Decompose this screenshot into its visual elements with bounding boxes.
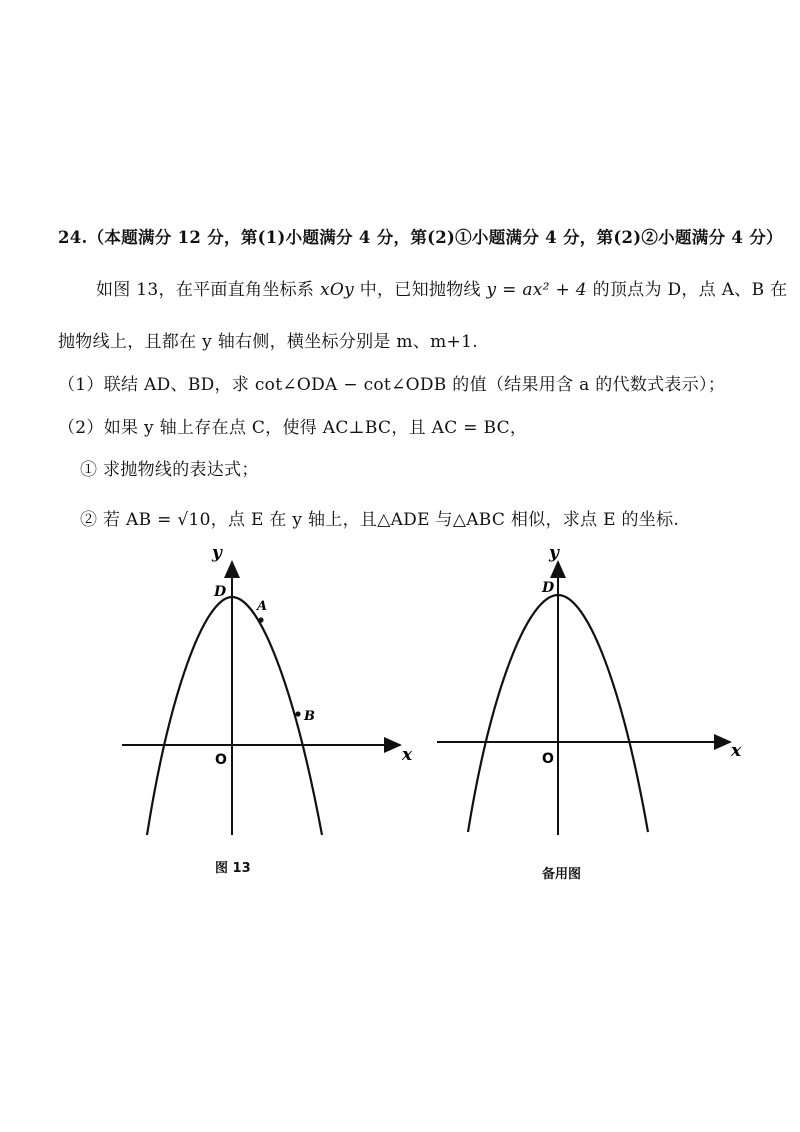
part-1-question: （1）联结 AD、BD，求 cot∠ODA − cot∠ODB 的值（结果用含 a 的代数式表示）； <box>58 375 726 395</box>
figure-13 <box>110 540 420 850</box>
label-d: D <box>542 580 555 596</box>
part-2-2-question: ② 若 AB = √10，点 E 在 y 轴上，且△ADE 与△ABC 相似，求点 E 的坐标. <box>80 510 680 530</box>
figure-backup-caption: 备用图 <box>542 867 582 882</box>
figure-13-graph <box>110 540 420 850</box>
figure-backup-graph <box>425 540 755 850</box>
intro-text-a: 如图 13，在平面直角坐标系 <box>96 280 320 300</box>
problem-intro-line2: 抛物线上，且都在 y 轴右侧，横坐标分别是 m、m+1. <box>58 332 478 352</box>
problem-intro-line1 <box>96 275 787 300</box>
label-y: y <box>549 543 559 563</box>
figure-backup <box>425 540 755 850</box>
label-origin: O <box>542 751 554 767</box>
parabola-equation: y = ax² + 4 <box>486 280 587 300</box>
figure-13-caption: 图 13 <box>215 861 251 876</box>
problem-header: 24.（本题满分 12 分，第(1)小题满分 4 分，第(2)①小题满分 4 分，第(2)②小题满分 4 分） <box>58 228 783 247</box>
part-2-question: （2）如果 y 轴上存在点 C，使得 AC⊥BC，且 AC = BC， <box>58 418 528 438</box>
label-a: A <box>257 599 268 614</box>
label-d: D <box>214 584 227 600</box>
label-b: B <box>304 709 315 724</box>
label-x: x <box>731 741 742 761</box>
intro-text-c: 的顶点为 D，点 A、B 在 <box>586 280 788 300</box>
point-b <box>295 711 300 716</box>
part-2-1-question: ① 求抛物线的表达式； <box>80 460 259 480</box>
intro-var-xoy: xOy <box>319 280 354 300</box>
point-a <box>258 617 263 622</box>
intro-text-b: 中，已知抛物线 <box>353 280 487 300</box>
parabola-curve <box>147 597 322 835</box>
label-x: x <box>402 745 413 765</box>
label-y: y <box>212 543 222 563</box>
label-origin: O <box>215 752 227 768</box>
